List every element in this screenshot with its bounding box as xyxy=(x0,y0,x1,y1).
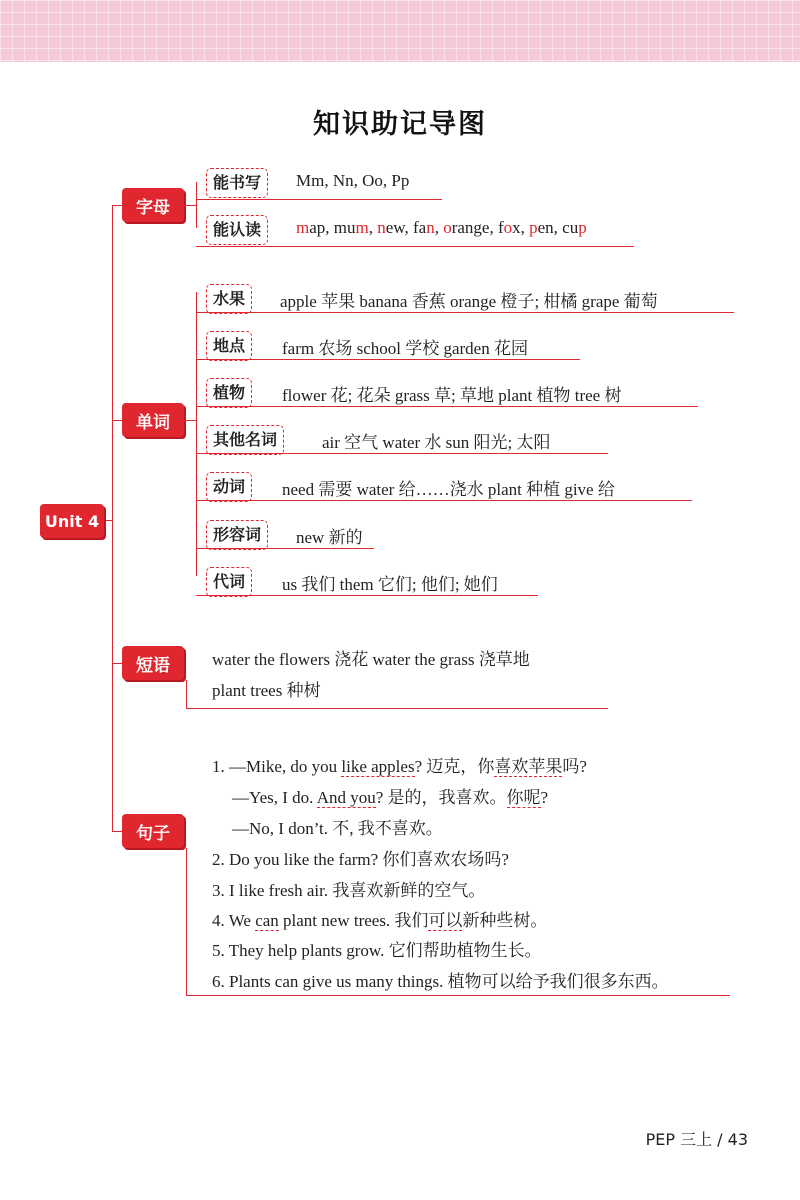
word-group-underline xyxy=(196,312,734,313)
word-group-text: us 我们 them 它们; 他们; 她们 xyxy=(282,575,498,594)
read-word: mum xyxy=(333,218,369,237)
word-group-tag: 形容词 xyxy=(206,520,268,550)
word-group-text: farm 农场 school 学校 garden 花园 xyxy=(282,339,528,358)
letters-subtrunk xyxy=(196,182,197,228)
word-group-tag: 植物 xyxy=(206,378,252,408)
sentence-4: 4. We can plant new trees. 我们可以新种些树。 xyxy=(212,911,548,930)
sentence-1b: —Yes, I do. And you? 是的，我喜欢。你呢? xyxy=(232,788,549,807)
word-group-underline xyxy=(196,453,608,454)
word-group-tag: 代词 xyxy=(206,567,252,597)
write-text: Mm, Nn, Oo, Pp xyxy=(296,171,410,190)
phrases-bracket xyxy=(186,680,187,708)
read-word: pen xyxy=(529,218,554,237)
word-group-tag: 其他名词 xyxy=(206,425,284,455)
write-underline xyxy=(196,199,442,200)
word-group-text: air 空气 water 水 sun 阳光; 太阳 xyxy=(322,433,551,452)
trunk-line xyxy=(112,205,113,831)
sentence-2: 2. Do you like the farm? 你们喜欢农场吗? xyxy=(212,850,509,869)
phrases-connector xyxy=(112,663,122,664)
sentence-6: 6. Plants can give us many things. 植物可以给予我们很多东西。 xyxy=(212,972,669,991)
word-group-tag: 水果 xyxy=(206,284,252,314)
letters-sub-connector xyxy=(184,205,196,206)
word-group-tag: 地点 xyxy=(206,331,252,361)
word-group-underline xyxy=(196,406,698,407)
word-group-text: flower 花; 花朵 grass 草; 草地 plant 植物 tree 树 xyxy=(282,386,622,405)
phrases-branch-label: 短语 xyxy=(122,646,184,680)
sentence-3: 3. I like fresh air. 我喜欢新鲜的空气。 xyxy=(212,881,486,900)
word-group-underline xyxy=(196,595,538,596)
read-tag: 能认读 xyxy=(206,215,268,245)
write-tag: 能书写 xyxy=(206,168,268,198)
read-word: orange xyxy=(443,218,490,237)
words-connector xyxy=(112,420,122,421)
word-group-tag: 动词 xyxy=(206,472,252,502)
read-word: new xyxy=(377,218,405,237)
phrases-line-1: water the flowers 浇花 water the grass 浇草地 xyxy=(212,650,530,669)
words-branch-label: 单词 xyxy=(122,403,184,437)
page-title: 知识助记导图 xyxy=(313,109,487,140)
sentences-connector xyxy=(112,831,122,832)
sentence-1: 1. —Mike, do you like apples? 迈克，你喜欢苹果吗? xyxy=(212,757,587,776)
read-word: cup xyxy=(562,218,587,237)
top-color-band xyxy=(0,0,800,62)
phrases-line-2: plant trees 种树 xyxy=(212,681,321,700)
sentences-underline xyxy=(186,995,730,996)
word-group-underline xyxy=(196,359,580,360)
read-words: map, mum, new, fan, orange, fox, pen, cup xyxy=(296,218,587,237)
phrases-underline xyxy=(186,708,608,709)
root-connector xyxy=(104,520,112,521)
letters-connector xyxy=(112,205,122,206)
read-underline xyxy=(196,246,634,247)
read-word: fan xyxy=(412,218,435,237)
read-word: map xyxy=(296,218,326,237)
word-group-text: need 需要 water 给……浇水 plant 种植 give 给 xyxy=(282,480,615,499)
sentences-bracket xyxy=(186,848,187,995)
word-group-text: new 新的 xyxy=(296,528,363,547)
page-footer: PEP 三上 / 43 xyxy=(645,1130,748,1149)
word-group-underline xyxy=(196,548,374,549)
words-sub-connector xyxy=(184,420,196,421)
letters-branch-label: 字母 xyxy=(122,188,184,222)
sentence-5: 5. They help plants grow. 它们帮助植物生长。 xyxy=(212,941,542,960)
sentences-branch-label: 句子 xyxy=(122,814,184,848)
word-group-text: apple 苹果 banana 香蕉 orange 橙子; 柑橘 grape 葡萄 xyxy=(280,292,658,311)
read-word: fox xyxy=(497,218,521,237)
sentence-1c: —No, I don’t. 不, 我不喜欢。 xyxy=(232,819,443,838)
root-unit-box: Unit 4 xyxy=(40,504,104,538)
words-subtrunk xyxy=(196,292,197,576)
word-group-underline xyxy=(196,500,692,501)
